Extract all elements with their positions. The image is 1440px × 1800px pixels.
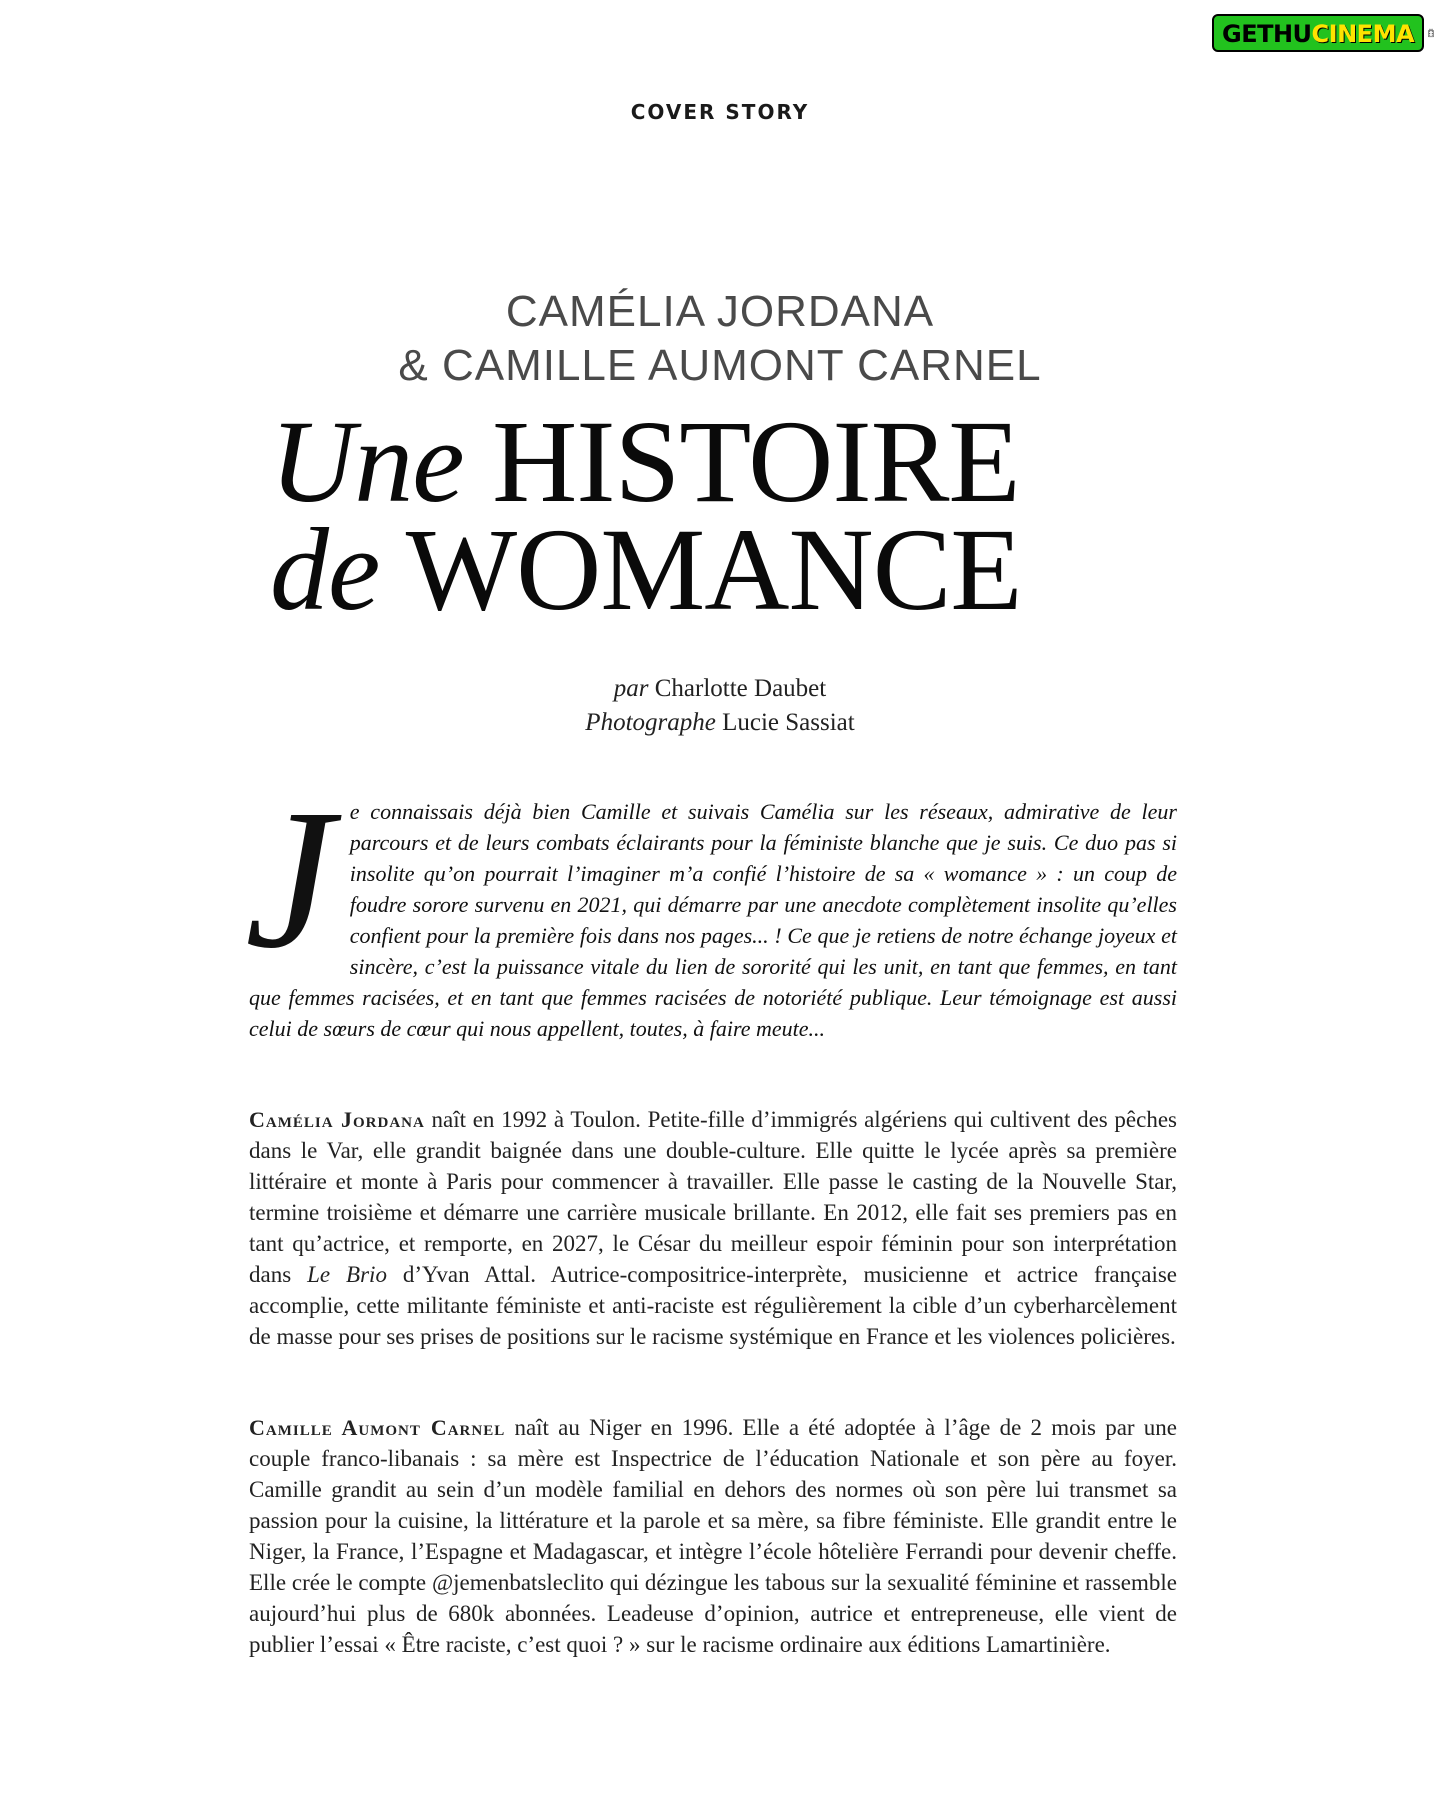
title-word-italic-1: Une — [270, 396, 464, 527]
film-reel-icon — [1428, 13, 1434, 53]
bio-camelia — [249, 1104, 1177, 1352]
subject-name-1: CAMÉLIA JORDANA — [505, 287, 935, 336]
byline-photographer — [0, 706, 1440, 740]
watermark-logo — [1212, 6, 1434, 60]
drop-cap: J — [245, 769, 334, 990]
intro-text: e connaissais déjà bien Camille et suivais Camélia sur les réseaux, admirative de leur parcours et de leurs combats éclairants pour la féministe blanche que je suis. Ce duo pas si insolite qu’on pourrait l’imaginer m’a confié l’histoire de sa « womance » : un coup de foudre sorore survenu en 2021, qui démarre par une anecdote complètement insolite qu’elles confient pour la première fois dans nos pages... ! Ce que je retiens de notre échange joyeux et sincère, c’est la puissance vitale du lien de sororité qui les unit, en tant que femmes, en tant que femmes racisées, et en tant que femmes racisées de notoriété publique. Leur témoignage est aussi celui de sœurs de cœur qui nous appellent, toutes, à faire meute... — [249, 799, 1177, 1041]
intro-paragraph — [245, 769, 1177, 1044]
author-name: Charlotte Daubet — [654, 675, 827, 702]
photographer-name: Lucie Sassiat — [722, 709, 855, 736]
byline — [0, 672, 1440, 740]
bio-camelia-text-1: naît en 1992 à Toulon. Petite-fille d’immigrés algériens qui cultivent des pêches dans le Var, elle grandit baignée dans une double-culture. Elle quitte le lycée après sa première littéraire et monte à Paris pour commencer à travailler. Elle passe le casting de la Nouvelle Star, termine troisième et démarre une carrière musicale brillante. En 2012, elle fait ses premiers pas en tant qu’actrice, et remporte, en 2027, le César du meilleur espoir féminin pour son interprétation dans — [249, 1107, 1178, 1287]
author-role: par — [613, 675, 649, 702]
byline-author — [0, 672, 1440, 706]
title-line-1 — [270, 396, 1170, 527]
title-line-2 — [270, 504, 1170, 635]
title-word-italic-2: de — [270, 504, 380, 635]
bio-camille — [249, 1412, 1177, 1660]
section-kicker: COVER STORY — [630, 100, 810, 124]
watermark-part1: GETHU — [1222, 20, 1312, 48]
bio-camelia-text-2: d’Yvan Attal. Autrice-compositrice-interprète, musicienne et actrice française accomplie, cette militante féministe et anti-raciste est régulièrement la cible d’un cyberharcèlement de masse pour ses prises de positions sur le racisme systémique en France et les violences policières. — [249, 1262, 1177, 1349]
subject-name-2: & CAMILLE AUMONT CARNEL — [398, 341, 1042, 390]
subject-names — [0, 285, 1440, 393]
watermark-part2: CINEMA — [1311, 20, 1415, 48]
title-word-caps-1: HISTOIRE — [492, 396, 1020, 527]
title-word-caps-2: WOMANCE — [405, 504, 1022, 635]
bio-camelia-film: Le Brio — [307, 1262, 387, 1287]
photographer-role: Photographe — [585, 709, 716, 736]
bio-camelia-name: Camélia Jordana — [249, 1107, 425, 1132]
watermark-text — [1212, 14, 1424, 52]
bio-camille-text: naît au Niger en 1996. Elle a été adoptée à l’âge de 2 mois par une couple franco-libanais : sa mère est Inspectrice de l’éducation Nationale et son père au foyer. Camille grandit au sein d’un modèle familial en dehors des normes où son père lui transmet sa passion pour la cuisine, la littérature et la parole et sa mère, sa fibre féministe. Elle grandit entre le Niger, la France, l’Espagne et Madagascar, et intègre l’école hôtelière Ferrandi pour devenir cheffe. Elle crée le compte @jemenbatsleclito qui dézingue les tabous sur la sexualité féminine et rassemble aujourd’hui plus de 680k abonnées. Leadeuse d’opinion, autrice et entrepreneuse, elle vient de publier l’essai « Être raciste, c’est quoi ? » sur le racisme ordinaire aux éditions Lamartinière. — [249, 1415, 1177, 1657]
article-title — [270, 396, 1170, 635]
bio-camille-name: Camille Aumont Carnel — [249, 1415, 506, 1440]
